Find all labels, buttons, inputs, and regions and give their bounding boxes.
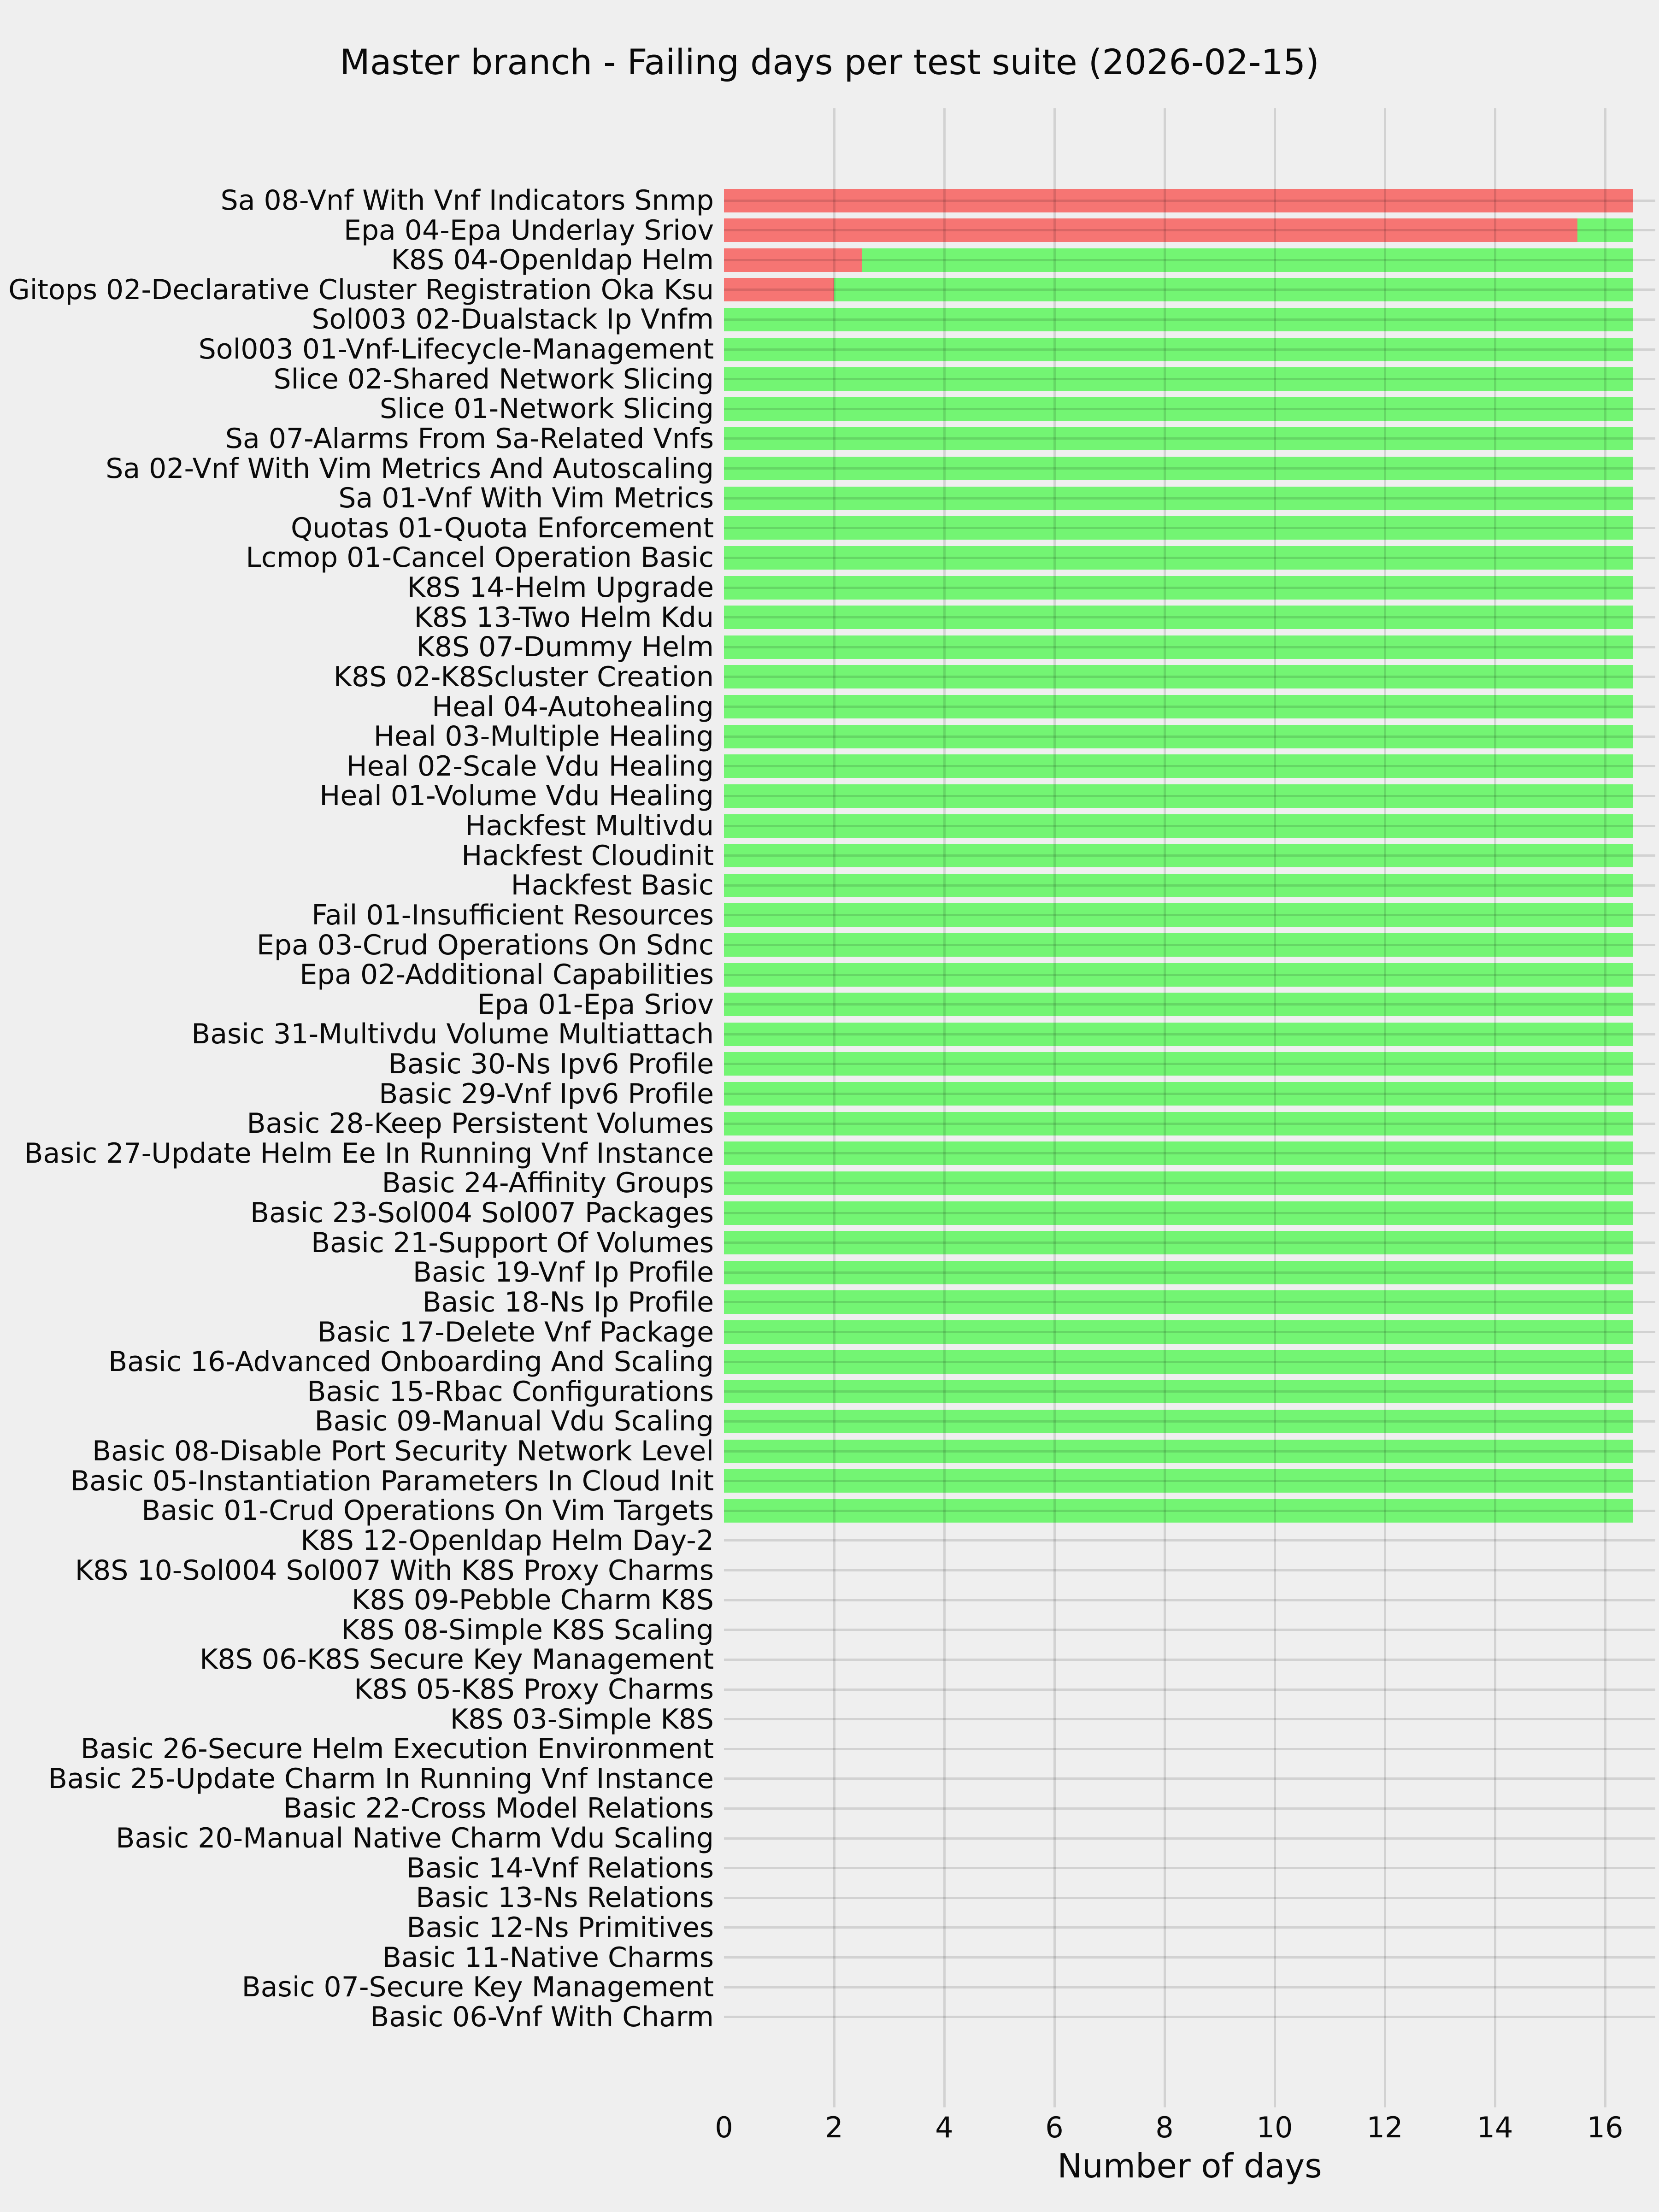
- y-axis-label: Basic 07-Secure Key Management: [241, 1971, 714, 2004]
- horizontal-gridline: [724, 1003, 1655, 1006]
- y-axis-label: Epa 02-Additional Capabilities: [300, 959, 714, 991]
- horizontal-gridline: [724, 706, 1655, 708]
- y-axis-label: K8S 07-Dummy Helm: [416, 631, 714, 664]
- horizontal-gridline: [724, 1301, 1655, 1303]
- y-axis-label: Basic 29-Vnf Ipv6 Profile: [379, 1077, 714, 1110]
- y-axis-label: Epa 03-Crud Operations On Sdnc: [256, 929, 714, 961]
- horizontal-gridline: [724, 1837, 1655, 1840]
- y-axis-label: Basic 06-Vnf With Charm: [370, 2000, 714, 2033]
- y-axis-label: Basic 01-Crud Operations On Vim Targets: [141, 1494, 714, 1527]
- horizontal-gridline: [724, 1123, 1655, 1125]
- y-axis-label: Basic 26-Secure Helm Execution Environment: [80, 1733, 714, 1765]
- y-axis-label: Quotas 01-Quota Enforcement: [290, 512, 714, 544]
- chart-title: Master branch - Failing days per test suite (2026-02-15): [340, 41, 1319, 82]
- y-axis-label: Basic 14-Vnf Relations: [406, 1852, 714, 1884]
- horizontal-gridline: [724, 1539, 1655, 1541]
- y-axis-label: Hackfest Multivdu: [465, 810, 714, 842]
- y-axis-label: Lcmop 01-Cancel Operation Basic: [246, 541, 714, 574]
- y-axis-label: K8S 03-Simple K8S: [450, 1703, 714, 1735]
- y-axis-label: Basic 24-Affinity Groups: [382, 1167, 714, 1200]
- horizontal-gridline: [724, 1420, 1655, 1423]
- y-axis-label: Basic 31-Multivdu Volume Multiattach: [191, 1018, 714, 1051]
- y-axis-label: Basic 20-Manual Native Charm Vdu Scaling: [116, 1822, 714, 1855]
- horizontal-gridline: [724, 1777, 1655, 1780]
- y-axis-label: K8S 08-Simple K8S Scaling: [341, 1613, 714, 1646]
- horizontal-gridline: [724, 1390, 1655, 1393]
- horizontal-gridline: [724, 1569, 1655, 1571]
- y-axis-label: K8S 06-K8S Secure Key Management: [200, 1643, 714, 1676]
- y-axis-label: K8S 02-K8Scluster Creation: [333, 660, 714, 693]
- horizontal-gridline: [724, 229, 1655, 231]
- y-axis-label: Basic 23-Sol004 Sol007 Packages: [250, 1197, 714, 1230]
- y-axis-label: Sa 01-Vnf With Vim Metrics: [338, 482, 714, 515]
- y-axis-label: Slice 02-Shared Network Slicing: [273, 363, 714, 395]
- y-axis-label: Heal 03-Multiple Healing: [373, 720, 714, 753]
- horizontal-gridline: [724, 676, 1655, 678]
- y-axis-label: Basic 11-Native Charms: [382, 1941, 714, 1974]
- horizontal-gridline: [724, 1033, 1655, 1035]
- horizontal-gridline: [724, 200, 1655, 202]
- horizontal-gridline: [724, 1093, 1655, 1095]
- y-axis-label: Heal 04-Autohealing: [432, 690, 714, 723]
- horizontal-gridline: [724, 1361, 1655, 1363]
- horizontal-gridline: [724, 467, 1655, 470]
- y-axis-label: K8S 12-Openldap Helm Day-2: [300, 1524, 714, 1557]
- y-axis-label: K8S 04-Openldap Helm: [391, 244, 714, 276]
- horizontal-gridline: [724, 1063, 1655, 1065]
- x-tick-label: 0: [715, 2111, 733, 2144]
- x-tick-label: 12: [1366, 2111, 1403, 2144]
- y-axis-label: Hackfest Basic: [511, 869, 714, 902]
- horizontal-gridline: [724, 1897, 1655, 1899]
- y-axis-label: Sol003 01-Vnf-Lifecycle-Management: [198, 333, 714, 366]
- x-tick-label: 8: [1155, 2111, 1174, 2144]
- horizontal-gridline: [724, 288, 1655, 291]
- horizontal-gridline: [724, 974, 1655, 976]
- horizontal-gridline: [724, 1271, 1655, 1274]
- x-tick-label: 16: [1587, 2111, 1624, 2144]
- y-axis-label: Basic 13-Ns Relations: [416, 1882, 714, 1914]
- y-axis-label: Basic 17-Delete Vnf Package: [317, 1316, 714, 1348]
- horizontal-gridline: [724, 1986, 1655, 1988]
- horizontal-gridline: [724, 1331, 1655, 1333]
- horizontal-gridline: [724, 348, 1655, 351]
- horizontal-gridline: [724, 318, 1655, 321]
- horizontal-gridline: [724, 1956, 1655, 1959]
- horizontal-gridline: [724, 735, 1655, 738]
- horizontal-gridline: [724, 1510, 1655, 1512]
- y-axis-label: K8S 10-Sol004 Sol007 With K8S Proxy Charms: [75, 1554, 714, 1587]
- horizontal-gridline: [724, 1926, 1655, 1929]
- horizontal-gridline: [724, 1807, 1655, 1810]
- horizontal-gridline: [724, 1748, 1655, 1750]
- horizontal-gridline: [724, 1152, 1655, 1154]
- y-axis-label: K8S 05-K8S Proxy Charms: [354, 1673, 714, 1706]
- horizontal-gridline: [724, 378, 1655, 380]
- horizontal-gridline: [724, 914, 1655, 916]
- vertical-gridline: [1494, 108, 1496, 2107]
- horizontal-gridline: [724, 944, 1655, 946]
- y-axis-label: Basic 08-Disable Port Security Network Level: [92, 1435, 714, 1468]
- vertical-gridline: [943, 108, 946, 2107]
- y-axis-label: Basic 28-Keep Persistent Volumes: [247, 1107, 714, 1140]
- horizontal-gridline: [724, 765, 1655, 767]
- y-axis-label: Basic 30-Ns Ipv6 Profile: [388, 1047, 714, 1080]
- horizontal-gridline: [724, 1450, 1655, 1453]
- horizontal-gridline: [724, 2016, 1655, 2018]
- y-axis-label: Basic 18-Ns Ip Profile: [422, 1286, 714, 1318]
- vertical-gridline: [1053, 108, 1056, 2107]
- y-axis-label: Epa 04-Epa Underlay Sriov: [344, 214, 714, 247]
- y-axis-label: Sa 02-Vnf With Vim Metrics And Autoscaling: [106, 452, 714, 485]
- y-axis-label: K8S 13-Two Helm Kdu: [414, 601, 714, 634]
- horizontal-gridline: [724, 1182, 1655, 1184]
- horizontal-gridline: [724, 795, 1655, 797]
- x-axis-label: Number of days: [1057, 2147, 1322, 2185]
- y-axis-label: Basic 27-Update Helm Ee In Running Vnf Instance: [24, 1137, 714, 1170]
- horizontal-gridline: [724, 1241, 1655, 1244]
- horizontal-gridline: [724, 646, 1655, 648]
- y-axis-label: Sol003 02-Dualstack Ip Vnfm: [312, 303, 714, 336]
- y-axis-label: Basic 15-Rbac Configurations: [307, 1375, 714, 1408]
- horizontal-gridline: [724, 854, 1655, 857]
- y-axis-label: Basic 16-Advanced Onboarding And Scaling: [108, 1346, 714, 1378]
- y-axis-label: Basic 19-Vnf Ip Profile: [412, 1256, 714, 1289]
- y-axis-label: Hackfest Cloudinit: [461, 839, 714, 872]
- horizontal-gridline: [724, 1480, 1655, 1482]
- horizontal-gridline: [724, 1659, 1655, 1661]
- horizontal-gridline: [724, 437, 1655, 440]
- horizontal-gridline: [724, 1629, 1655, 1631]
- horizontal-gridline: [724, 1718, 1655, 1720]
- horizontal-gridline: [724, 497, 1655, 500]
- y-axis-label: Fail 01-Insufficient Resources: [312, 899, 714, 931]
- y-axis-label: Heal 01-Volume Vdu Healing: [319, 780, 714, 812]
- horizontal-gridline: [724, 1212, 1655, 1214]
- vertical-gridline: [1384, 108, 1386, 2107]
- y-axis-label: K8S 14-Helm Upgrade: [407, 571, 714, 604]
- y-axis-label: Basic 05-Instantiation Parameters In Cloud Init: [71, 1465, 714, 1497]
- y-axis-label: Epa 01-Epa Sriov: [477, 988, 714, 1021]
- horizontal-gridline: [724, 527, 1655, 529]
- y-axis-label: Gitops 02-Declarative Cluster Registration Oka Ksu: [8, 273, 714, 306]
- y-axis-label: Basic 12-Ns Primitives: [406, 1911, 714, 1944]
- x-tick-label: 10: [1256, 2111, 1293, 2144]
- y-axis-label: K8S 09-Pebble Charm K8S: [352, 1584, 714, 1617]
- y-axis-label: Heal 02-Scale Vdu Healing: [346, 750, 714, 782]
- horizontal-gridline: [724, 825, 1655, 827]
- x-tick-label: 14: [1477, 2111, 1513, 2144]
- x-tick-label: 6: [1045, 2111, 1064, 2144]
- y-axis-label: Basic 22-Cross Model Relations: [283, 1792, 714, 1825]
- horizontal-gridline: [724, 616, 1655, 618]
- y-axis-label: Basic 21-Support Of Volumes: [311, 1226, 714, 1259]
- x-tick-label: 4: [935, 2111, 953, 2144]
- horizontal-gridline: [724, 259, 1655, 261]
- y-axis-label: Sa 07-Alarms From Sa-Related Vnfs: [225, 422, 714, 455]
- y-axis-label: Slice 01-Network Slicing: [379, 393, 714, 425]
- horizontal-gridline: [724, 587, 1655, 589]
- y-axis-label: Basic 25-Update Charm In Running Vnf Instance: [48, 1762, 714, 1795]
- y-axis-label: Basic 09-Manual Vdu Scaling: [314, 1405, 714, 1438]
- horizontal-gridline: [724, 1688, 1655, 1691]
- horizontal-gridline: [724, 884, 1655, 887]
- x-tick-label: 2: [825, 2111, 843, 2144]
- y-axis-label: Sa 08-Vnf With Vnf Indicators Snmp: [220, 184, 714, 217]
- vertical-gridline: [833, 108, 835, 2107]
- horizontal-gridline: [724, 408, 1655, 410]
- vertical-gridline: [1604, 108, 1606, 2107]
- horizontal-gridline: [724, 557, 1655, 559]
- horizontal-gridline: [724, 1867, 1655, 1869]
- vertical-gridline: [1274, 108, 1276, 2107]
- vertical-gridline: [1164, 108, 1166, 2107]
- horizontal-gridline: [724, 1599, 1655, 1601]
